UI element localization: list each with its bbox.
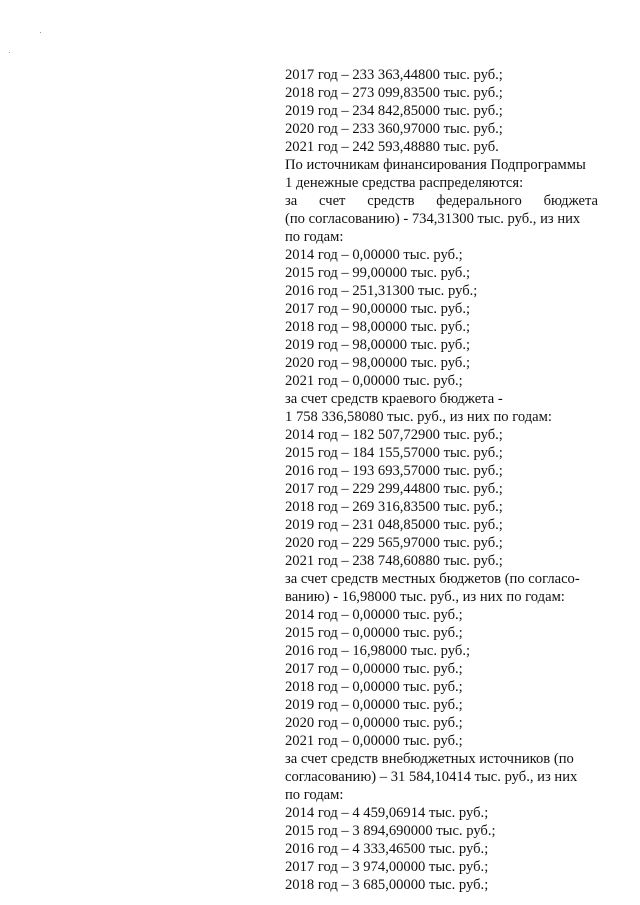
text-line: 2020 год – 98,00000 тыс. руб.; [285,355,471,371]
text-line: 2020 год – 229 565,97000 тыс. руб.; [285,535,503,551]
text-line: согласованию) – 31 584,10414 тыс. руб., из них [285,769,578,785]
text-line: ванию) - 16,98000 тыс. руб., из них по годам: [285,589,565,605]
scan-speck [9,52,10,53]
text-line: 2019 год – 0,00000 тыс. руб.; [285,697,463,713]
text-line: 2016 год – 251,31300 тыс. руб.; [285,283,478,299]
text-line: 2019 год – 231 048,85000 тыс. руб.; [285,517,503,533]
scan-speck [40,32,41,33]
text-line: за счет средств местных бюджетов (по согласо- [285,571,580,587]
text-line: 2020 год – 0,00000 тыс. руб.; [285,715,463,731]
text-line: 2021 год – 238 748,60880 тыс. руб.; [285,553,503,569]
text-line: 1 758 336,58080 тыс. руб., из них по годам: [285,409,552,425]
text-line: за счет средств краевого бюджета - [285,391,503,407]
text-line: по годам: [285,229,344,245]
text-line: (по согласованию) - 734,31300 тыс. руб., из них [285,211,581,227]
text-line: 2017 год – 0,00000 тыс. руб.; [285,661,463,677]
text-line: 2015 год – 184 155,57000 тыс. руб.; [285,445,503,461]
text-line: 2014 год – 0,00000 тыс. руб.; [285,247,463,263]
text-line: 2019 год – 234 842,85000 тыс. руб.; [285,103,503,119]
text-line: По источникам финансирования Подпрограммы [285,157,586,173]
text-line: за счет средств внебюджетных источников (по [285,751,574,767]
text-line: 2020 год – 233 360,97000 тыс. руб.; [285,121,503,137]
text-line: 2014 год – 0,00000 тыс. руб.; [285,607,463,623]
text-line: 2015 год – 99,00000 тыс. руб.; [285,265,471,281]
text-line: 2018 год – 269 316,83500 тыс. руб.; [285,499,503,515]
text-line: 2015 год – 3 894,690000 тыс. руб.; [285,823,496,839]
text-line: 2017 год – 3 974,00000 тыс. руб.; [285,859,489,875]
text-line: за счет средств федерального бюджета [285,193,598,209]
text-line: 2016 год – 193 693,57000 тыс. руб.; [285,463,503,479]
text-line: 2018 год – 98,00000 тыс. руб.; [285,319,471,335]
text-line: 2014 год – 182 507,72900 тыс. руб.; [285,427,503,443]
text-line: 2018 год – 273 099,83500 тыс. руб.; [285,85,503,101]
text-line: 2017 год – 233 363,44800 тыс. руб.; [285,67,503,83]
financing-text-block [285,66,598,894]
text-line: 2017 год – 90,00000 тыс. руб.; [285,301,471,317]
text-line: 2021 год – 242 593,48880 тыс. руб. [285,139,499,155]
text-line: по годам: [285,787,344,803]
text-line: 2016 год – 16,98000 тыс. руб.; [285,643,471,659]
text-line: 2021 год – 0,00000 тыс. руб.; [285,373,463,389]
text-line: 2015 год – 0,00000 тыс. руб.; [285,625,463,641]
text-line: 2019 год – 98,00000 тыс. руб.; [285,337,471,353]
text-line: 2018 год – 3 685,00000 тыс. руб.; [285,877,489,893]
text-line: 2017 год – 229 299,44800 тыс. руб.; [285,481,503,497]
text-line: 2016 год – 4 333,46500 тыс. руб.; [285,841,489,857]
text-line: 2018 год – 0,00000 тыс. руб.; [285,679,463,695]
text-line: 2014 год – 4 459,06914 тыс. руб.; [285,805,489,821]
text-line: 2021 год – 0,00000 тыс. руб.; [285,733,463,749]
text-line: 1 денежные средства распределяются: [285,175,524,191]
